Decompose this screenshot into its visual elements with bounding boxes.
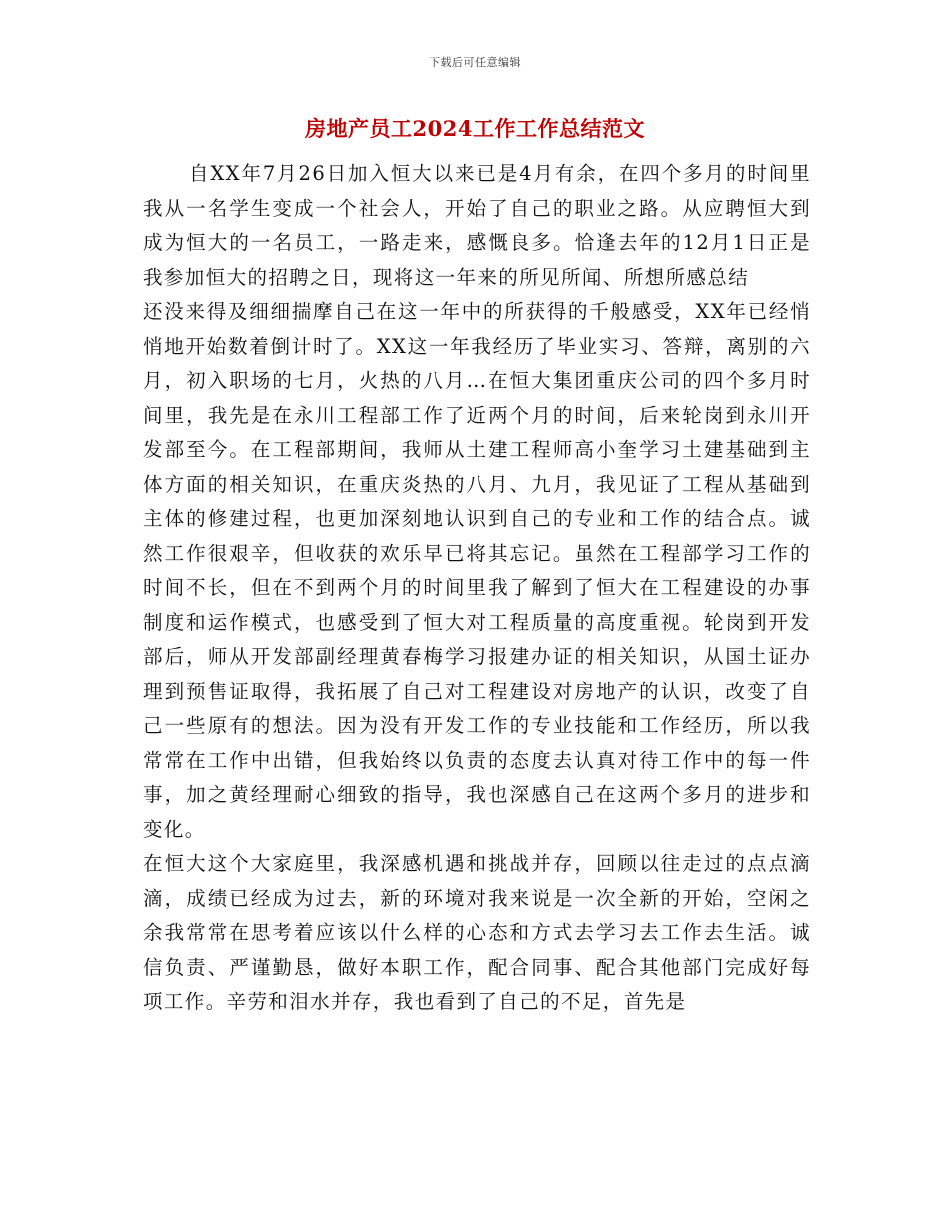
body-paragraph-3: 在恒大这个大家庭里，我深感机遇和挑战并存，回顾以往走过的点点滴滴，成绩已经成为过去，新的环境对我来说是一次全新的开始，空闲之余我常常在思考着应该以什么样的心态和方式去学习去工作去生活。诚信负责、严谨勤恳，做好本职工作，配合同事、配合其他部门完成好每项工作。辛劳和泪水并存，我也看到了自己的不足，首先是 xyxy=(143,852,811,1013)
header-note: 下载后可任意编辑 xyxy=(429,56,521,69)
body-paragraph-2: 还没来得及细细揣摩自己在这一年中的所获得的千般感受，XX年已经悄悄地开始数着倒计时了。XX这一年我经历了毕业实习、答辩，离别的六月，初入职场的七月，火热的八月…在恒大集团重庆公司的四个多月时间里，我先是在永川工程部工作了近两个月的时间，后来轮岗到永川开发部至今。在工程部期间，我师从土建工程师高小奎学习土建基础到主体方面的相关知识，在重庆炎热的八月、九月，我见证了工程从基础到主体的修建过程，也更加深刻地认识到自己的专业和工作的结合点。诚然工作很艰辛，但收获的欢乐早已将其忘记。虽然在工程部学习工作的时间不长，但在不到两个月的时间里我了解到了恒大在工程建设的办事制度和运作模式，也感受到了恒大对工程质量的高度重视。轮岗到开发部后，师从开发部副经理黄春梅学习报建办证的相关知识，从国土证办理到预售证取得，我拓展了自己对工程建设对房地产的认识，改变了自己一些原有的想法。因为没有开发工作的专业技能和工作经历，所以我常常在工作中出错，但我始终以负责的态度去认真对待工作中的每一件事，加之黄经理耐心细致的指导，我也深感自己在这两个多月的进步和变化。 xyxy=(143,300,811,841)
document-body xyxy=(143,157,811,1020)
body-paragraph-1: 自XX年7月26日加入恒大以来已是4月有余，在四个多月的时间里我从一名学生变成一个社会人，开始了自己的职业之路。从应聘恒大到成为恒大的一名员工，一路走来，感慨良多。恰逢去年的12月1日正是我参加恒大的招聘之日，现将这一年来的所见所闻、所想所感总结 xyxy=(143,162,811,289)
document-title: 房地产员工2024工作工作总结范文 xyxy=(305,116,645,141)
